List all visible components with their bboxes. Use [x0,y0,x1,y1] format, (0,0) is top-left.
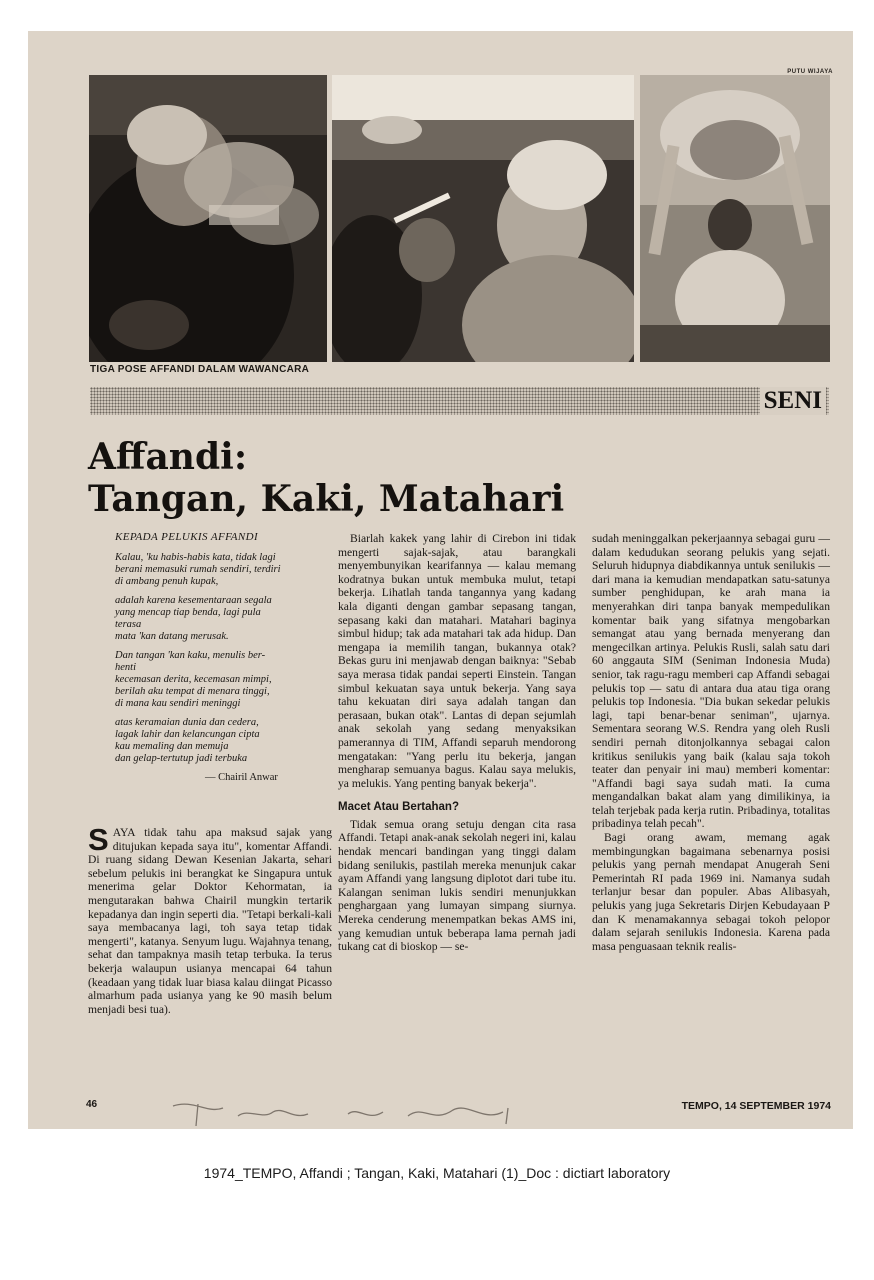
poem-stanza: adalah karena kesementaraan segala yang mencap tiap benda, lagi pula terasa mata 'kan datang merusak. [115,595,272,642]
article-paragraph: sudah meninggalkan pekerjaannya sebagai guru — dalam kedudukan seorang pelukis yang sejati. Seluruh hidupnya diabdikannya untuk senilukis — dari mana ia kemudian mendapatkan satu-satunya sumber penghidupan, ke arah mana ia menyerahkan diri tanpa banyak mempedulikan komentar baik yang sifatnya mengobarkan semangat atau yang bernada menyerang dan mengecilkan artinya. Pelukis Rusli, salah satu dari 60 anggauta SIM (Seniman Indonesia Muda) senior, tak ragu-ragu memberi cap Affandi sebagai pelukis top — satu di antara dua atau tiga orang pelukis top Indonesia. "Dia bukan sekedar pelukis lagi, tapi benar-benar seniman", ujarnya. Sementara seorang W.S. Rendra yang oleh Rusli sendiri pernah ditonjolkannya sebagai calon kritikus senilukis yang baik (kalau saja tokoh teater dan penyair ini mau) memberi komentar: "Affandi bagi saya sudah mati. Ia cuma mengandalkan bakat alam yang dimilikinya, ia telah terjebak pada kerja rutin. Pribadinya, totalitas pribadinya telah pecah". [592,532,830,831]
document-caption: 1974_TEMPO, Affandi ; Tangan, Kaki, Matahari (1)_Doc : dictiart laboratory [203,1165,671,1181]
section-label: SENI [760,387,826,415]
article-column-1 [88,822,332,1016]
photo-affandi-smoking [89,75,327,362]
handwritten-scribble [168,1094,548,1129]
article-paragraph: Tidak semua orang setuju dengan cita rasa Affandi. Tetapi anak-anak sekolah negeri ini, kalau hendak mencari bandingan yang tinggi dalam bidang senilukis, pastilah mereka menunjuk cakar ayam Affandi yang langsung diplotot dari tube itu. Kalangan seniman lukis sendiri menunjukkan penghargaan yang lumayan simpang siurnya. Mereka cenderung menempatkan bekas AMS ini, yang kemudian untuk beberapa lama pernah jadi tukang cat di bioskop — se- [338,817,576,954]
article-column-2 [338,532,576,954]
photo-affandi-profile [332,75,634,362]
photo-caption: TIGA POSE AFFANDI DALAM WAWANCARA [90,364,310,375]
photo-affandi-arms-raised [640,75,830,362]
drop-cap: S [88,822,109,857]
poem-stanza: Dan tangan 'kan kaku, menulis ber- henti kecemasan derita, kecemasan mimpi, berilah aku tempat di menara tinggi, di mana kau sendiri meninggi [115,650,272,709]
poem-stanza: Kalau, 'ku habis-habis kata, tidak lagi berani memasuki rumah sendiri, terdiri di ambang penuh kupak, [115,552,281,587]
poem [115,531,327,784]
headline-line-1: Affandi: [88,436,248,478]
paragraph-text: AYA tidak tahu apa maksud sajak yang ditujukan kepada saya itu", komentar Affandi. Di ruang sidang Dewan Kesenian Jakarta, sehari sebelum pelukis ini berangkat ke Singapura untuk menerima gelar Doktor Kehormatan, ia mengutarakan bahwa Chairil mungkin tertarik kepadanya dan ingin seperti dia. "Tetapi berkali-kali saya membacanya lagi, toh saya tetap tidak mengerti", katanya. Senyum lugu. Wajahnya tenang, sehat dan tampaknya masih tetap terbuka. Ia terus bekerja walaupun usianya mencapai 64 tahun (keadaan yang tidak luar biasa kalau diingat Picasso almarhum pada usianya yang ke 90 masih belum menjadi besi tua). [88,826,332,1016]
magazine-page-scan [28,31,853,1129]
headline-line-2: Tangan, Kaki, Matahari [88,478,565,520]
page-number: 46 [86,1099,98,1110]
article-paragraph: Bagi orang awam, memang agak membingungkan bagaimana sebenarnya posisi pelukis yang pernah mendapat Anugerah Seni Pemerintah RI pada 1969 ini. Namanya sudah terlanjur besar dan populer. Abas Alibasyah, pelukis yang juga Sekretaris Dirjen Kebudayaan P dan K menamakannya sebagai tokoh pelopor dalam sejarah senilukis Indonesia. Karena pada masa penguasaan teknik realis- [592,831,830,953]
subheading: Macet Atau Bertahan? [338,801,459,814]
poem-stanza: atas keramaian dunia dan cedera, lagak lahir dan kelancungan cipta kau memaling dan memuja dan gelap-tertutup jadi terbuka [115,717,260,764]
section-bar [90,387,829,415]
poem-author: — Chairil Anwar [205,772,278,783]
photo-credit: PUTU WIJAYA [787,69,833,75]
headline [88,436,564,520]
article-paragraph [88,822,332,1016]
poem-title: KEPADA PELUKIS AFFANDI [115,531,259,543]
article-column-3 [592,532,830,953]
article-paragraph: Biarlah kakek yang lahir di Cirebon ini tidak mengerti sajak-sajak, atau barangkali menyembunyikan kearifannya — kalau memang kodratnya bukan untuk membuka mulut, tetapi bekerja. Lihatlah tanda tangannya yang kadang kala diganti dengan gambar sepasang tangan, sepasang kaki dan matahari. Matahari baginya simbul hidup; tak ada matahari tak ada hidup. Dan mengapa ia memilih tangan, bukannya otak? Bekas guru ini menjawab dengan baiknya: "Sebab saya merasa tidak pandai seperti Einstein. Tangan simbul kekuatan saya untuk bekerja. Yang saya tahu kekuatan diri saya adalah tangan dan perasaan, bukan otak". Lantas di depan sejumlah anak sekolah yang sedang menyaksikan pamerannya di TIM, Affandi separuh mendorong mengatakan: "Yang perlu itu bekerja, jangan mengharap semuanya bagus. Kalau saya melukis, ya melukis. Yang penting banyak bekerja". [338,532,576,790]
issue-date: TEMPO, 14 SEPTEMBER 1974 [681,1100,831,1112]
